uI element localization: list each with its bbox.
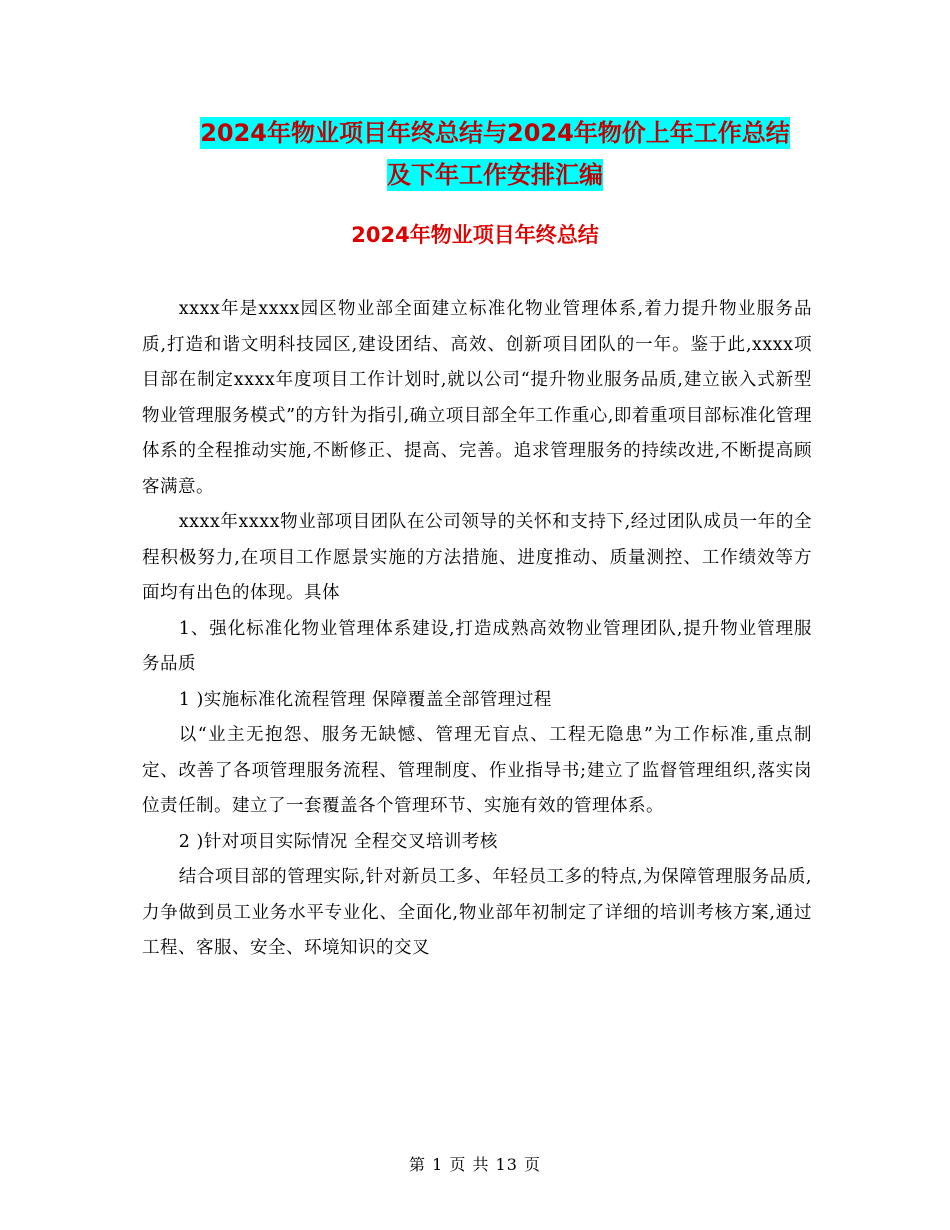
paragraph-heading-1: 1、强化标准化物业管理体系建设,打造成熟高效物业管理团队,提升物业管理服务品质: [142, 618, 812, 674]
document-title: [140, 112, 850, 196]
paragraph-training: 结合项目部的管理实际,针对新员工多、年轻员工多的特点,为保障管理服务品质,力争做到员工业务水平专业化、全面化,物业部年初制定了详细的培训考核方案,通过工程、客服、安全、环境知识的交叉: [142, 867, 812, 958]
paragraph-intro: xxxx年是xxxx园区物业部全面建立标准化物业管理体系,着力提升物业服务品质,打造和谐文明科技园区,建设团结、高效、创新项目团队的一年。鉴于此,xxxx项目部在制定xxxx年度项目工作计划时,就以公司“提升物业服务品质,建立嵌入式新型物业管理服务模式”的方针为指引,确立项目部全年工作重心,即着重项目部标准化管理体系的全程推动实施,不断修正、提高、完善。追求管理服务的持续改进,不断提高顾客满意。: [142, 299, 812, 497]
section-title: 2024年物业项目年终总结: [351, 223, 599, 247]
paragraph-subheading-1: 1 )实施标准化流程管理 保障覆盖全部管理过程: [178, 689, 552, 710]
paragraph-subheading-2: 2 )针对项目实际情况 全程交叉培训考核: [178, 831, 498, 852]
paragraph-team: xxxx年xxxx物业部项目团队在公司领导的关怀和支持下,经过团队成员一年的全程积极努力,在项目工作愿景实施的方法措施、进度推动、质量测控、工作绩效等方面均有出色的体现。具体: [142, 512, 812, 603]
page-footer: 第 1 页 共 13 页: [409, 1155, 541, 1174]
document-title-line2: 及下年工作安排汇编: [387, 161, 603, 189]
document-body: [142, 292, 812, 967]
paragraph-standards: 以“业主无抱怨、服务无缺憾、管理无盲点、工程无隐患”为工作标准,重点制定、改善了各项管理服务流程、管理制度、作业指导书;建立了监督管理组织,落实岗位责任制。建立了一套覆盖各个管理环节、实施有效的管理体系。: [142, 725, 812, 816]
document-title-line1: 2024年物业项目年终总结与2024年物价上年工作总结: [200, 119, 790, 147]
